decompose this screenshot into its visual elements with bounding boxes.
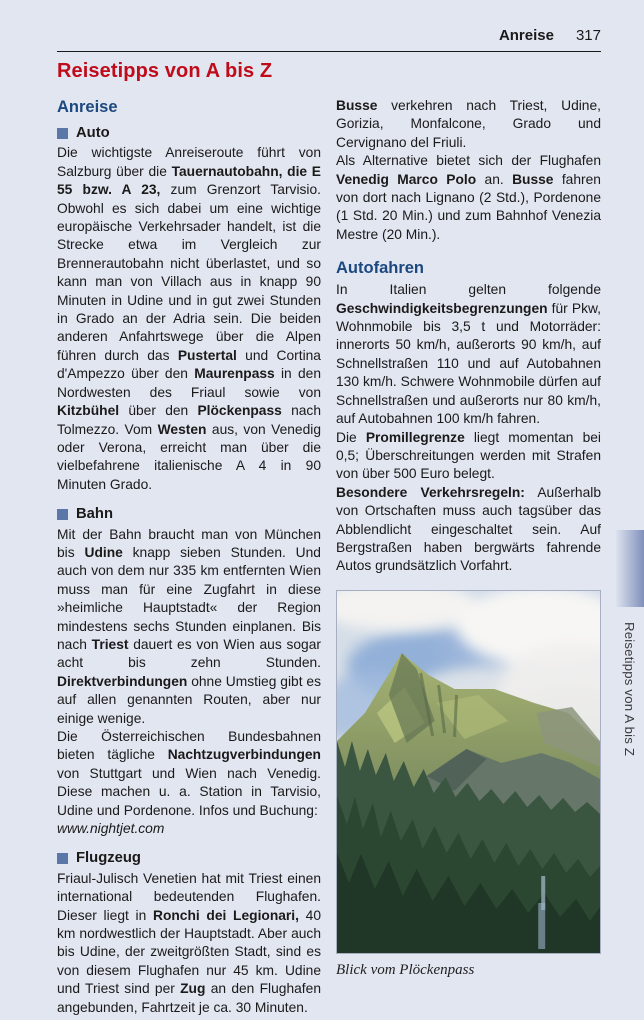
mountain-photo — [336, 590, 601, 954]
paragraph-busse: Busse verkehren nach Triest, Udine, Gorizia, Monfalcone, Grado und Cervignano del Friuli. — [336, 98, 601, 150]
side-tab-label: Reisetipps von A bis Z — [622, 622, 637, 757]
paragraph-bahn-2: Die Österreichischen Bundesbahnen bieten tägliche Nachtzugverbindungen von Stuttgart und Wien nach Venedig. Diese machen u. a. Station in Tarvisio, Udine und Pordenone. Infos und Buchung: — [57, 729, 321, 818]
square-bullet-icon — [57, 509, 68, 520]
running-head-section: Anreise — [498, 27, 554, 44]
side-tab-marker — [616, 530, 644, 607]
paragraph-promille: Die Promillegrenze liegt momentan bei 0,5; Überschreitungen werden mit Strafen von über 500 Euro belegt. — [336, 429, 601, 482]
paragraph-auto: Die wichtigste Anreiseroute führt von Salzburg über die Tauernautobahn, die E 55 bzw. A 23, zum Grenzort Tarvisio. Obwohl es sich dabei um eine wichtige europäische Verkehrsader handelt, ist die Strecke etwa im Vergleich zur Brennerautobahn nicht überlastet, und so kann man von Villach aus in knapp 90 Minuten in Udine und in gut zwei Stunden in Grado an der Adria sein. Die beiden anderen Anfahrtswege über die Alpen führen durch das Pustertal und Cortina d'Ampezzo über den Maurenpass in den Nordwesten des Friaul sowie von Kitzbühel über den Plöckenpass nach Tolmezzo. Vom Westen aus, von Venedig oder Verona, erreicht man über die vielbefahrene italienische A 4 in 90 Minuten Grado. — [57, 145, 321, 492]
subhead-flugzeug-label: Flugzeug — [76, 850, 141, 867]
subhead-auto-label: Auto — [76, 125, 110, 141]
paragraph-bahn-url: www.nightjet.com — [57, 821, 165, 837]
paragraph-bahn-1: Mit der Bahn braucht man von München bis Udine knapp sieben Stunden. Und auch von dem nur 335 km entfernten Wien muss man für eine Zugfahrt in diese »heimliche Hauptstadt« der Region mindestens sechs Stunden einplanen. Bis nach Triest dauert es von Wien aus sogar acht bis zehn Stunden. Direktverbindungen ohne Umstieg gibt es auf allen genannten Routen, aber nur einige wenige. — [57, 526, 321, 726]
paragraph-verkehrsregeln: Besondere Verkehrsregeln: Außerhalb von Ortschaften muss auch tagsüber das Abblendlicht eingeschaltet sein. Auf Bergstraßen haben bergwärts fahrende Autos grundsätzlich Vorfahrt. — [336, 484, 601, 574]
column-left — [57, 97, 321, 1017]
paragraph-flugzeug: Friaul-Julisch Venetien hat mit Triest einen international bedeutenden Flughafen. Dieser liegt in Ronchi dei Legionari, 40 km nordwestlich der Hauptstadt. Aber auch bis Udine, der zweitgrößten Stadt, sind es von diesem Flughafen nur 45 km. Udine und Triest sind per Zug an den Flughafen angebunden, Fahrtzeit je ca. 30 Minuten. — [57, 870, 321, 1015]
subhead-bahn-label: Bahn — [76, 506, 113, 523]
photo-caption: Blick vom Plöckenpass — [336, 961, 475, 978]
subhead-bahn — [57, 505, 321, 523]
square-bullet-icon — [57, 128, 68, 139]
subhead-flugzeug — [57, 849, 321, 867]
page-title: Reisetipps von A bis Z — [57, 60, 273, 82]
section-heading-autofahren: Autofahren — [336, 259, 424, 278]
square-bullet-icon — [57, 853, 68, 864]
paragraph-alternative: Als Alternative bietet sich der Flughafen Venedig Marco Polo an. Busse fahren von dort nach Lignano (2 Std.), Pordenone (1 Std. 20 Min.) und zum Bahnhof Venezia Mestre (20 Min.). — [336, 153, 601, 242]
paragraph-tempolimits: In Italien gelten folgende Geschwindigkeitsbegrenzungen für Pkw, Wohnmobile bis 3,5 t und Motorräder: innerorts 50 km/h, außerorts 90 km/h, auf Schnellstraßen 110 und auf Autobahnen 130 km/h. Schwere Wohnmobile dürfen auf Schnellstraßen und außerorts nur 80 km/h, auf Autobahnen 100 km/h fahren. — [336, 282, 601, 427]
page-number: 317 — [575, 27, 601, 44]
running-head — [57, 27, 601, 52]
section-heading-anreise: Anreise — [57, 98, 118, 116]
column-right — [336, 97, 601, 979]
subhead-auto — [57, 124, 321, 142]
